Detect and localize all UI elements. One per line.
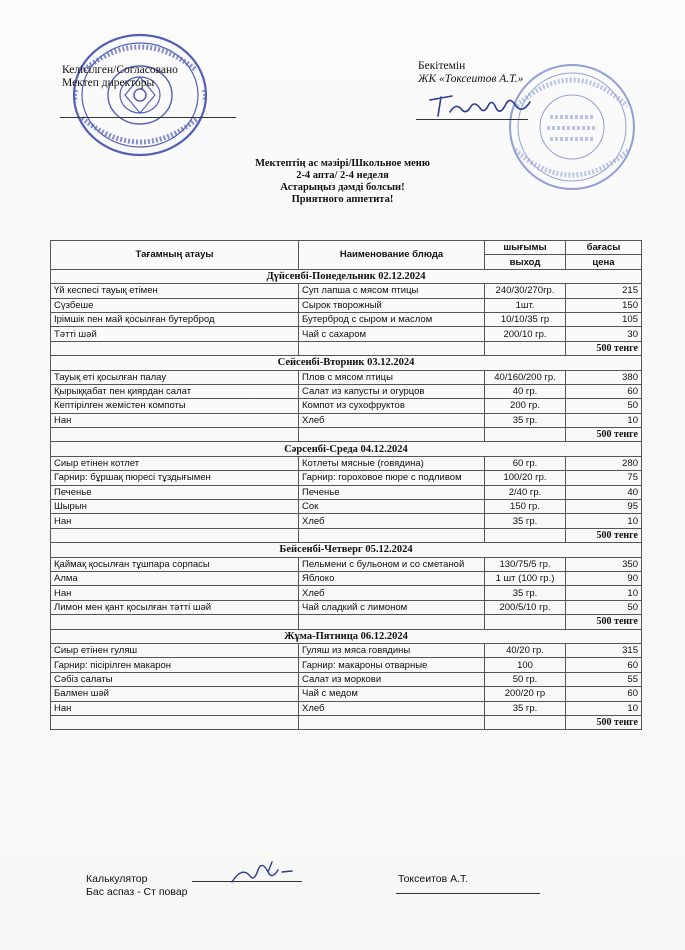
approve-label: Бекітемін	[418, 60, 466, 72]
head-cook-label: Бас аспаз - Ст повар	[86, 886, 188, 898]
day-total: 500 тенге	[566, 615, 642, 629]
dish-name-kz: Тәтті шәй	[51, 327, 299, 341]
day-title: Сәрсенбі-Среда 04.12.2024	[51, 442, 642, 456]
dish-name-ru: Хлеб	[299, 514, 485, 528]
table-row	[51, 658, 642, 672]
dish-name-ru: Салат из капусты и огурцов	[299, 384, 485, 398]
table-row	[51, 384, 642, 398]
dish-output: 50 гр.	[485, 672, 566, 686]
dish-output: 2/40 гр.	[485, 485, 566, 499]
header-name-ru: Наименование блюда	[299, 241, 485, 270]
dish-name-ru: Сырок творожный	[299, 298, 485, 312]
dish-name-ru: Гарнир: макароны отварные	[299, 658, 485, 672]
day-row	[51, 269, 642, 283]
menu-table	[50, 240, 642, 730]
dish-output: 200/20 гр	[485, 687, 566, 701]
dish-price: 60	[566, 687, 642, 701]
day-title: Бейсенбі-Четверг 05.12.2024	[51, 543, 642, 557]
empty-cell	[485, 341, 566, 355]
table-row	[51, 456, 642, 470]
dish-name-ru: Чай сладкий с лимоном	[299, 600, 485, 614]
menu-body	[51, 269, 642, 730]
total-row	[51, 528, 642, 542]
table-row	[51, 298, 642, 312]
day-total: 500 тенге	[566, 715, 642, 729]
dish-output: 60 гр.	[485, 456, 566, 470]
empty-cell	[51, 615, 299, 629]
dish-name-kz: Гарнир: пісірілген макарон	[51, 658, 299, 672]
table-row	[51, 485, 642, 499]
dish-price: 60	[566, 384, 642, 398]
dish-name-kz: Гарнир: бұршақ пюресі тұздығымен	[51, 471, 299, 485]
table-row	[51, 471, 642, 485]
handwritten-signature-bottom	[228, 856, 298, 888]
dish-name-kz: Нан	[51, 586, 299, 600]
dish-name-ru: Салат из моркови	[299, 672, 485, 686]
dish-name-ru: Компот из сухофруктов	[299, 399, 485, 413]
dish-name-kz: Печенье	[51, 485, 299, 499]
menu-title-block	[0, 158, 685, 206]
table-row	[51, 557, 642, 571]
dish-price: 280	[566, 456, 642, 470]
dish-output: 35 гр.	[485, 586, 566, 600]
table-row	[51, 500, 642, 514]
dish-price: 105	[566, 312, 642, 326]
empty-cell	[485, 428, 566, 442]
table-row	[51, 643, 642, 657]
dish-name-ru: Сок	[299, 500, 485, 514]
dish-name-ru: Бутерброд с сыром и маслом	[299, 312, 485, 326]
dish-price: 10	[566, 701, 642, 715]
agreed-label: Келісілген/Согласовано	[62, 64, 178, 76]
table-row	[51, 586, 642, 600]
dish-name-kz: Нан	[51, 413, 299, 427]
dish-output: 200/10 гр.	[485, 327, 566, 341]
table-row	[51, 701, 642, 715]
empty-cell	[299, 428, 485, 442]
dish-name-kz: Балмен шәй	[51, 687, 299, 701]
dish-output: 200 гр.	[485, 399, 566, 413]
dish-price: 380	[566, 370, 642, 384]
dish-name-ru: Гуляш из мяса говядины	[299, 643, 485, 657]
cook-name: Токсеитов А.Т.	[398, 873, 469, 885]
dish-output: 40/20 гр.	[485, 643, 566, 657]
dish-name-kz: Алма	[51, 571, 299, 585]
dish-name-kz: Лимон мен қант қосылған тәтті шәй	[51, 600, 299, 614]
empty-cell	[299, 341, 485, 355]
dish-name-ru: Чай с сахаром	[299, 327, 485, 341]
menu-title: Мектептің ас мәзірі/Школьное меню	[255, 158, 430, 169]
dish-name-ru: Хлеб	[299, 586, 485, 600]
dish-price: 315	[566, 643, 642, 657]
empty-cell	[485, 615, 566, 629]
dish-name-ru: Хлеб	[299, 413, 485, 427]
empty-cell	[51, 528, 299, 542]
dish-name-kz: Сүзбеше	[51, 298, 299, 312]
dish-output: 100	[485, 658, 566, 672]
dish-name-ru: Пельмени с бульоном и со сметаной	[299, 557, 485, 571]
day-title: Дүйсенбі-Понедельник 02.12.2024	[51, 269, 642, 283]
entrepreneur-name: ЖК «Токсеитов А.Т.»	[418, 73, 524, 85]
dish-price: 30	[566, 327, 642, 341]
left-signature-line	[60, 117, 236, 118]
dish-output: 200/5/10 гр.	[485, 600, 566, 614]
footer-roles	[86, 873, 188, 899]
dish-output: 40 гр.	[485, 384, 566, 398]
header-price-ru: цена	[566, 255, 642, 269]
header-price-kz: бағасы	[566, 241, 642, 255]
dish-price: 40	[566, 485, 642, 499]
dish-output: 10/10/35 гр	[485, 312, 566, 326]
day-total: 500 тенге	[566, 428, 642, 442]
handwritten-signature-top	[426, 88, 536, 122]
table-row	[51, 687, 642, 701]
dish-name-kz: Ірімшік пен май қосылған бутерброд	[51, 312, 299, 326]
total-row	[51, 428, 642, 442]
dish-name-kz: Шырын	[51, 500, 299, 514]
dish-price: 90	[566, 571, 642, 585]
dish-name-ru: Плов с мясом птицы	[299, 370, 485, 384]
header-output-ru: выход	[485, 255, 566, 269]
dish-output: 40/160/200 гр.	[485, 370, 566, 384]
dish-name-kz: Сиыр етінен гуляш	[51, 643, 299, 657]
dish-price: 75	[566, 471, 642, 485]
dish-name-kz: Тауық еті қосылған палау	[51, 370, 299, 384]
empty-cell	[51, 341, 299, 355]
school-seal-stamp	[70, 30, 210, 160]
dish-name-kz: Сәбіз салаты	[51, 672, 299, 686]
dish-name-ru: Хлеб	[299, 701, 485, 715]
dish-name-kz: Қаймақ қосылған тұшпара сорпасы	[51, 557, 299, 571]
dish-price: 10	[566, 514, 642, 528]
empty-cell	[299, 715, 485, 729]
dish-output: 35 гр.	[485, 413, 566, 427]
day-title: Жұма-Пятница 06.12.2024	[51, 629, 642, 643]
dish-output: 1 шт (100 гр.)	[485, 571, 566, 585]
total-row	[51, 715, 642, 729]
total-row	[51, 341, 642, 355]
dish-name-ru: Гарнир: гороховое пюре с подливом	[299, 471, 485, 485]
dish-output: 240/30/270гр.	[485, 284, 566, 298]
dish-name-ru: Яблоко	[299, 571, 485, 585]
dish-price: 55	[566, 672, 642, 686]
table-row	[51, 413, 642, 427]
dish-output: 150 гр.	[485, 500, 566, 514]
bon-appetit-ru: Приятного аппетита!	[291, 194, 394, 205]
dish-output: 1шт.	[485, 298, 566, 312]
dish-price: 60	[566, 658, 642, 672]
table-row	[51, 399, 642, 413]
dish-price: 350	[566, 557, 642, 571]
empty-cell	[485, 715, 566, 729]
day-title: Сейсенбі-Вторник 03.12.2024	[51, 356, 642, 370]
dish-output: 100/20 гр.	[485, 471, 566, 485]
dish-price: 10	[566, 586, 642, 600]
bon-appetit-kz: Астарыңыз дәмді болсын!	[280, 182, 405, 193]
dish-output: 35 гр.	[485, 701, 566, 715]
empty-cell	[299, 528, 485, 542]
table-row	[51, 284, 642, 298]
dish-price: 150	[566, 298, 642, 312]
dish-name-ru: Котлеты мясные (говядина)	[299, 456, 485, 470]
table-row	[51, 672, 642, 686]
day-row	[51, 442, 642, 456]
day-total: 500 тенге	[566, 341, 642, 355]
week-label: 2-4 апта/ 2-4 неделя	[296, 170, 389, 181]
dish-name-kz: Қырыққабат пен қиярдан салат	[51, 384, 299, 398]
table-header-row	[51, 241, 642, 255]
empty-cell	[51, 715, 299, 729]
table-row	[51, 370, 642, 384]
cook-signature-line	[396, 893, 540, 894]
table-row	[51, 571, 642, 585]
dish-name-ru: Чай с медом	[299, 687, 485, 701]
approval-right-block	[418, 60, 523, 86]
school-director-label: Мектеп директоры	[62, 77, 155, 89]
table-row	[51, 600, 642, 614]
dish-name-kz: Сиыр етінен котлет	[51, 456, 299, 470]
dish-price: 50	[566, 600, 642, 614]
day-total: 500 тенге	[566, 528, 642, 542]
day-row	[51, 543, 642, 557]
dish-name-kz: Кептірілген жемістен компоты	[51, 399, 299, 413]
total-row	[51, 615, 642, 629]
day-row	[51, 356, 642, 370]
dish-price: 215	[566, 284, 642, 298]
empty-cell	[51, 428, 299, 442]
approval-left-block	[62, 64, 178, 90]
dish-name-ru: Суп лапша с мясом птицы	[299, 284, 485, 298]
dish-name-kz: Нан	[51, 701, 299, 715]
empty-cell	[485, 528, 566, 542]
header-name-kz: Тағамның атауы	[51, 241, 299, 270]
table-row	[51, 327, 642, 341]
table-row	[51, 312, 642, 326]
dish-output: 35 гр.	[485, 514, 566, 528]
dish-price: 50	[566, 399, 642, 413]
table-row	[51, 514, 642, 528]
dish-output: 130/75/5 гр.	[485, 557, 566, 571]
dish-price: 10	[566, 413, 642, 427]
dish-price: 95	[566, 500, 642, 514]
header-output-kz: шығымы	[485, 241, 566, 255]
empty-cell	[299, 615, 485, 629]
dish-name-kz: Үй кеспесі тауық етімен	[51, 284, 299, 298]
calculator-label: Калькулятор	[86, 873, 148, 885]
day-row	[51, 629, 642, 643]
dish-name-ru: Печенье	[299, 485, 485, 499]
dish-name-kz: Нан	[51, 514, 299, 528]
